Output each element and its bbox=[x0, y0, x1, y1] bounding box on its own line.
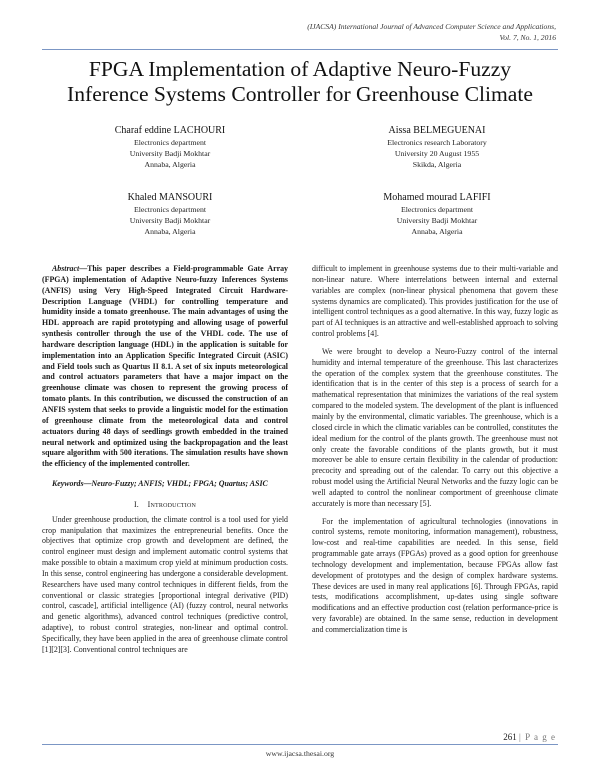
title-line-1: FPGA Implementation of Adaptive Neuro-Fuzzy bbox=[88, 57, 512, 81]
author-block-4 bbox=[327, 191, 547, 237]
body-paragraph: difficult to implement in greenhouse systems due to their multi-variable and non-linear nature. Where interrelations between internal and external variables are complex (non-linear physical phenomena that govern these systems dynamics are complicated). This provides justification for the use of intelligent control techniques as a good alternative. In this way, fuzzy logic as part of AI techniques is an attractive and well-established approach to solving control problems [4]. bbox=[312, 264, 558, 339]
author-affiliation: University Badji Mokhtar bbox=[129, 215, 211, 225]
header-rule bbox=[42, 49, 558, 50]
right-column bbox=[312, 264, 558, 744]
page-label: | P a g e bbox=[519, 732, 556, 742]
author-department: Electronics department bbox=[133, 138, 207, 147]
journal-volume: Vol. 7, No. 1, 2016 bbox=[499, 32, 556, 42]
author-block-1 bbox=[60, 124, 280, 170]
intro-paragraph: Under greenhouse production, the climate control is a tool used for yield crop manipulation that maximizes the entrepreneurial benefits. Once the objectives that optimize crop growth and development are defined, the control engineer must design and implement automatic control systems that make possible to obtain a maximum crop yield at minimum production costs. In this sense, control engineering has undergone a considerable development. Researchers have used many control techniques in different fields, from the conventional or classic strategies [proportional integral derivative (PID) control, cascade], artificial intelligence (AI) (fuzzy control, neural networks and genetic algorithms), advanced control techniques (predictive control, adaptive), to robust control strategies, non-linear and optimal control. Specifically, they have been applied in the area of greenhouse climate control [1][2][3]. Conventional control techniques are bbox=[42, 514, 288, 654]
section-number: I. bbox=[133, 499, 139, 509]
body-paragraph: For the implementation of agricultural technologies (innovations in control systems, remote monitoring, information management), robustness, low-cost and real-time capabilities are needed. In this sense, field programmable gate arrays (FPGAs) proved as a good option for greenhouse technology development and implementation, because FPGAs allow fast development of prototypes and the design of complex hardware systems. These devices are used in many real applications [6]. Through FPGAs, rapid tests, modifications accomplishment, up-dates using single software modifications and an effective production cost (relation performance-price is very favorable) are obtained. In the same sense, reduction in development and commercialization time is bbox=[312, 516, 558, 634]
author-department: Electronics department bbox=[400, 205, 474, 214]
author-location: Annaba, Algeria bbox=[144, 226, 196, 236]
section-title: Introduction bbox=[147, 499, 197, 509]
author-department: Electronics research Laboratory bbox=[387, 138, 487, 147]
abstract bbox=[42, 264, 288, 470]
author-name: Mohamed mourad LAFIFI bbox=[383, 192, 491, 203]
abstract-label: Abstract bbox=[52, 264, 80, 273]
author-name: Charaf eddine LACHOURI bbox=[114, 125, 226, 136]
section-heading bbox=[42, 500, 288, 511]
author-department: Electronics department bbox=[133, 205, 207, 214]
page-number-value: 261 bbox=[503, 732, 517, 742]
abstract-text: —This paper describes a Field-programmable Gate Array (FPGA) implementation of Adaptive Neuro-fuzzy Inferences Systems (ANFIS) using Very High-Speed Integrated Circuit Hardware-Description Language (VHDL) for controlling temperature and humidity inside a tomato greenhouse. The main advantages of using the HDL approach are rapid prototyping and allowing usage of powerful synthesis controller through the use of the VHDL code. The use of hardware description language (HDL) in the application is suitable for implementation into an Application Specific Integrated Circuit (ASIC) and Field tools such as Quartus II 8.1. A set of six inputs meteorological and control actuators parameters that have a major impact on the greenhouse climate was chosen to represent the growing process of tomato plants. In this contribution, we discussed the construction of an ANFIS system that seeks to provide a linguistic model for the estimation of greenhouse climate from the meteorological data and control actuators during 48 days of seedlings growth embedded in the trained neural network and optimized using the backpropagation and the least square algorithm with 500 iterations. The simulation results have shown the efficiency of the implemented controller. bbox=[42, 264, 288, 469]
author-name: Khaled MANSOURI bbox=[127, 192, 213, 203]
title-line-2: Inference Systems Controller for Greenhouse Climate bbox=[67, 81, 533, 106]
author-affiliation: University Badji Mokhtar bbox=[396, 215, 478, 225]
author-location: Skikda, Algeria bbox=[412, 159, 462, 169]
author-affiliation: University 20 August 1955 bbox=[394, 148, 480, 158]
footer-rule bbox=[42, 744, 558, 745]
author-affiliation: University Badji Mokhtar bbox=[129, 148, 211, 158]
author-block-2 bbox=[327, 124, 547, 170]
footer-url: www.ijacsa.thesai.org bbox=[265, 749, 335, 758]
journal-header bbox=[196, 22, 556, 43]
keywords-label: Keywords bbox=[52, 479, 84, 489]
body-paragraph: We were brought to develop a Neuro-Fuzzy control of the internal humidity and internal temperature of the greenhouse. This last characterizes the operation of the complex system that the greenhouse constitutes. The identification that is in the center of this step is a process of search for a mathematical representation that minimizes the variations of the real system compared to the modeled system. The development of the plant is influenced mainly by the environmental, climatic variables. The greenhouse, which is a closed circle in which the climatic variables can be controlled, constitutes the ideal medium for the control of the plants growth. The greenhouse must not only create the favorable conditions of the plants growth, but it must moreover be able to ensure certain flexibility in the calendar of production: precocity and spreading out of the calendar. To carry out this objective a robust model using the Artificial Neural Networks and the fuzzy logic can be well adapted to control the nonlinear comportment of greenhouse climate accurately is more than necessary [5]. bbox=[312, 346, 558, 508]
paper-title bbox=[30, 57, 570, 106]
left-column bbox=[42, 264, 288, 744]
page-number bbox=[503, 732, 556, 742]
author-block-3 bbox=[60, 191, 280, 237]
journal-name: (IJACSA) International Journal of Advanced Computer Science and Applications, bbox=[307, 22, 556, 31]
keywords bbox=[42, 479, 288, 490]
keywords-text: —Neuro-Fuzzy; ANFIS; VHDL; FPGA; Quartus; ASIC bbox=[83, 479, 268, 489]
author-name: Aissa BELMEGUENAI bbox=[388, 125, 486, 136]
author-location: Annaba, Algeria bbox=[144, 159, 196, 169]
author-location: Annaba, Algeria bbox=[411, 226, 463, 236]
